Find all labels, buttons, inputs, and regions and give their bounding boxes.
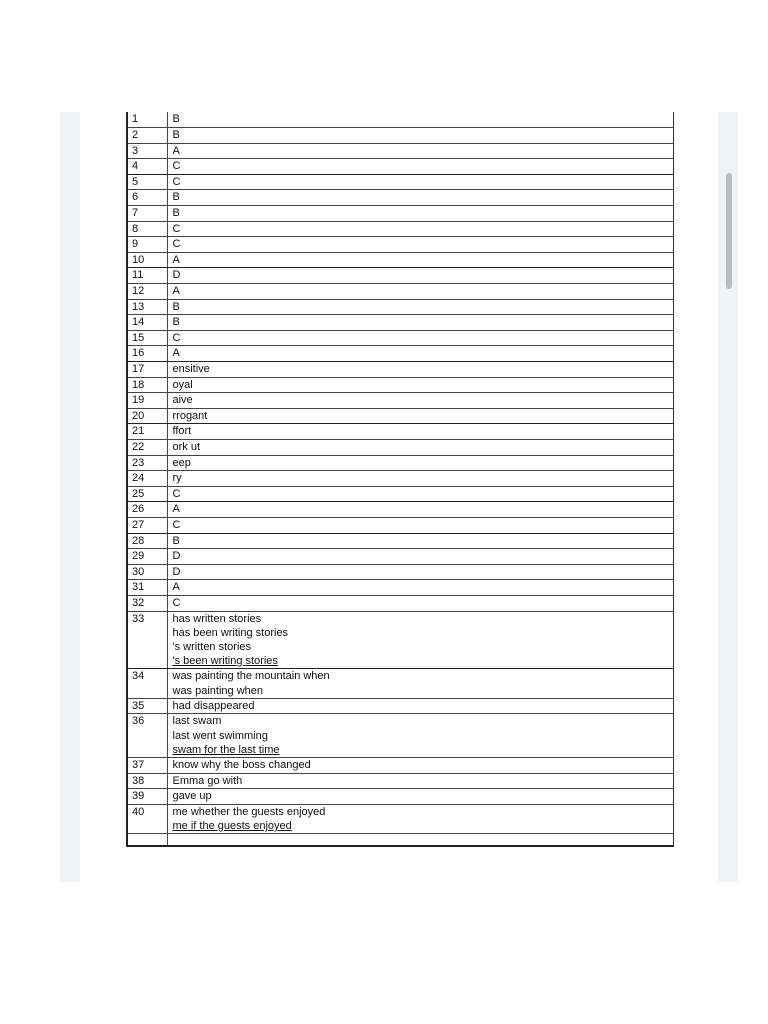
question-number: 28 [127,533,167,549]
question-number: 30 [127,564,167,580]
question-number: 26 [127,502,167,518]
question-number: 2 [127,128,167,144]
answer-cell [167,128,674,144]
answer-cell [167,773,674,789]
table-row [127,757,674,773]
answer-text: ry [172,472,182,485]
answer-text: C [172,160,181,173]
table-row [127,439,674,455]
answer-text: B [172,129,180,142]
answer-cell [167,190,674,206]
question-number: 13 [127,299,167,315]
answer-cell [167,362,674,378]
answer-text: 's been writing stories [172,655,278,668]
answer-text: has been writing stories [172,626,289,639]
answer-cell [167,143,674,159]
answer-text: had disappeared [172,699,255,712]
answer-text: C [172,518,181,531]
answer-cell [167,439,674,455]
answer-text: last went swimming [172,729,268,742]
answer-text: A [172,347,180,360]
answer-cell [167,237,674,253]
answer-cell [167,424,674,440]
question-number: 11 [127,268,167,284]
table-row [127,112,674,128]
question-number: 20 [127,408,167,424]
answer-text: ffort [172,425,192,438]
answer-cell [167,112,674,128]
document-page [80,112,718,882]
question-number: 12 [127,284,167,300]
question-number: 39 [127,789,167,805]
answer-text: was painting the mountain when [172,670,330,683]
answer-text: aive [172,394,193,407]
question-number: 40 [127,804,167,833]
answer-cell [167,669,674,698]
question-number: 22 [127,439,167,455]
answer-text: C [172,596,181,609]
table-row [127,159,674,175]
table-row [127,408,674,424]
answer-cell [167,564,674,580]
table-row [127,315,674,331]
question-number: 17 [127,362,167,378]
answer-cell [167,221,674,237]
answer-cell [167,789,674,805]
answer-text: oyal [172,378,193,391]
table-row [127,393,674,409]
answer-cell [167,299,674,315]
answer-cell [167,408,674,424]
table-row [127,580,674,596]
table-row [127,502,674,518]
question-number: 21 [127,424,167,440]
vertical-scrollbar-thumb[interactable] [726,173,732,289]
answer-cell [167,377,674,393]
answer-text: C [172,487,181,500]
question-number: 37 [127,757,167,773]
answer-text: B [172,191,180,204]
answer-cell [167,757,674,773]
answer-text: A [172,253,180,266]
answer-cell [167,714,674,758]
table-row [127,174,674,190]
question-number: 5 [127,174,167,190]
answer-cell [167,804,674,833]
answer-cell [167,455,674,471]
answer-text: B [172,207,180,220]
answer-cell [167,486,674,502]
answer-text: swam for the last time [172,743,280,756]
question-number: 24 [127,471,167,487]
question-number: 23 [127,455,167,471]
question-number: 16 [127,346,167,362]
question-number: 33 [127,611,167,669]
answer-cell [167,471,674,487]
question-number: 38 [127,773,167,789]
table-row [127,773,674,789]
answer-cell [167,595,674,611]
answer-text: D [172,565,181,578]
answer-text: A [172,285,180,298]
answer-cell [167,268,674,284]
question-number: 34 [127,669,167,698]
table-row [127,595,674,611]
answer-cell [167,611,674,669]
table-row [127,455,674,471]
answer-text: rrogant [172,409,208,422]
answer-text: last swam [172,715,222,728]
question-number: 27 [127,517,167,533]
answer-text: C [172,331,181,344]
table-row [127,190,674,206]
answer-cell [167,252,674,268]
answer-cell [167,206,674,222]
answer-cell [167,517,674,533]
question-number: 15 [127,330,167,346]
table-row [127,714,674,758]
answer-cell [167,580,674,596]
answer-text: me whether the guests enjoyed [172,805,326,818]
table-row [127,252,674,268]
question-number: 29 [127,549,167,565]
table-row [127,611,674,669]
question-number: 19 [127,393,167,409]
answer-text: eep [172,456,191,469]
answer-text: gave up [172,790,212,803]
answer-text: Emma go with [172,774,243,787]
answer-text: B [172,113,180,125]
table-row [127,377,674,393]
answer-text: D [172,550,181,563]
answer-text: A [172,503,180,516]
table-row [127,362,674,378]
answer-cell [167,284,674,300]
table-row [127,471,674,487]
answer-text: C [172,222,181,235]
answer-text: ork ut [172,440,201,453]
answer-text: C [172,175,181,188]
answer-text: was painting when [172,684,264,697]
table-row [127,346,674,362]
question-number: 4 [127,159,167,175]
table-row [127,533,674,549]
table-row [127,669,674,698]
table-row [127,789,674,805]
table-row [127,237,674,253]
answer-cell [167,502,674,518]
table-row [127,128,674,144]
question-number: 10 [127,252,167,268]
table-row [127,221,674,237]
question-number: 25 [127,486,167,502]
table-row [127,206,674,222]
table-row [127,564,674,580]
question-number: 31 [127,580,167,596]
empty-cell [167,834,674,846]
question-number: 35 [127,698,167,714]
table-row [127,486,674,502]
question-number: 3 [127,143,167,159]
table-row [127,284,674,300]
table-row [127,698,674,714]
answer-text: C [172,238,181,251]
question-number: 36 [127,714,167,758]
answer-text: 's written stories [172,640,252,653]
answer-text: ensitive [172,363,210,375]
question-number: 14 [127,315,167,331]
answer-cell [167,393,674,409]
question-number: 32 [127,595,167,611]
table-row [127,804,674,833]
answer-cell [167,698,674,714]
table-end-row [127,834,674,846]
answer-text: D [172,269,181,282]
question-number: 6 [127,190,167,206]
question-number: 1 [127,112,167,128]
table-row [127,330,674,346]
table-row [127,143,674,159]
table-row [127,299,674,315]
answer-cell [167,159,674,175]
answer-text: A [172,581,180,594]
answer-cell [167,174,674,190]
answer-cell [167,549,674,565]
question-number: 7 [127,206,167,222]
question-number: 9 [127,237,167,253]
answer-cell [167,533,674,549]
empty-cell [127,834,167,846]
answer-table-body [127,112,674,846]
answer-text: B [172,534,180,547]
answer-text: has written stories [172,612,262,625]
answer-text: B [172,316,180,329]
document-viewer [60,112,738,882]
answer-cell [167,346,674,362]
question-number: 18 [127,377,167,393]
answer-cell [167,330,674,346]
table-row [127,517,674,533]
answer-text: B [172,300,180,313]
table-row [127,549,674,565]
table-row [127,268,674,284]
table-row [127,424,674,440]
answer-text: A [172,144,180,157]
answer-text: me if the guests enjoyed [172,819,292,832]
question-number: 8 [127,221,167,237]
answer-text: know why the boss changed [172,758,311,771]
answer-key-table [126,112,674,847]
answer-cell [167,315,674,331]
